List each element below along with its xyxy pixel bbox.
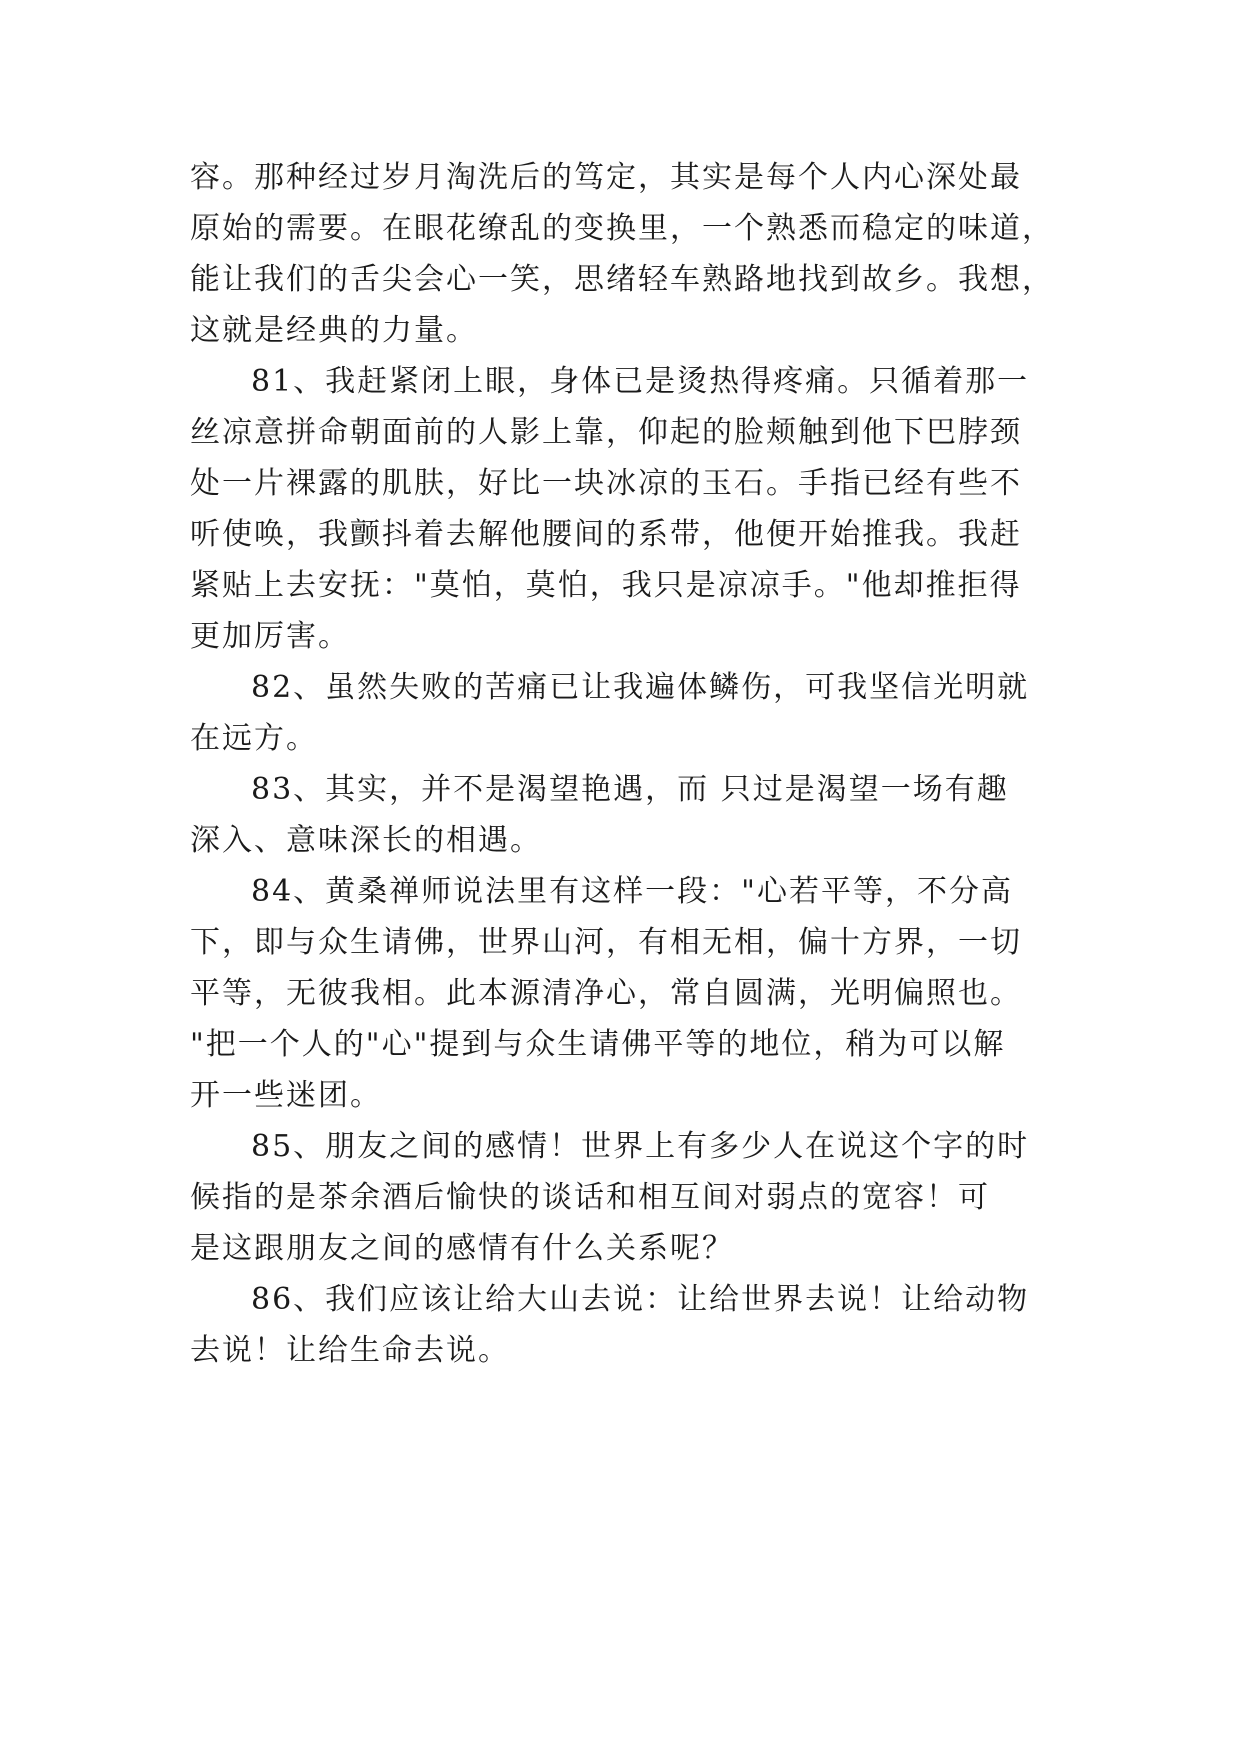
text-line: 85、朋友之间的感情！世界上有多少人在说这个字的时 bbox=[251, 1129, 1030, 1164]
text-line: 深入、意味深长的相遇。 bbox=[190, 823, 542, 858]
paragraph-p86 bbox=[190, 1274, 1070, 1376]
text-line: 听使唤，我颤抖着去解他腰间的系带，他便开始推我。我赶 bbox=[190, 517, 1022, 552]
text-line: 原始的需要。在眼花缭乱的变换里，一个熟悉而稳定的味道， bbox=[190, 211, 1054, 246]
text-line: 81、我赶紧闭上眼，身体已是烫热得疼痛。只循着那一 bbox=[251, 364, 1030, 399]
text-line: 平等，无彼我相。此本源清净心，常自圆满，光明偏照也。 bbox=[190, 976, 1022, 1011]
text-line: 这就是经典的力量。 bbox=[190, 313, 478, 348]
text-line: 84、黄桑禅师说法里有这样一段："心若平等，不分高 bbox=[251, 874, 1013, 909]
paragraph-p83 bbox=[190, 764, 1070, 866]
text-line: 86、我们应该让给大山去说：让给世界去说！让给动物 bbox=[251, 1282, 1030, 1317]
paragraph-p81 bbox=[190, 356, 1070, 662]
text-line: 83、其实，并不是渴望艳遇，而 只过是渴望一场有趣 bbox=[251, 772, 1009, 807]
paragraph-p84 bbox=[190, 866, 1070, 1121]
text-line: 候指的是茶余酒后愉快的谈话和相互间对弱点的宽容！可 bbox=[190, 1180, 990, 1215]
text-line: 处一片裸露的肌肤，好比一块冰凉的玉石。手指已经有些不 bbox=[190, 466, 1022, 501]
text-line: 能让我们的舌尖会心一笑，思绪轻车熟路地找到故乡。我想， bbox=[190, 262, 1054, 297]
text-line: "把一个人的"心"提到与众生请佛平等的地位，稍为可以解 bbox=[190, 1027, 1006, 1062]
text-line: 容。那种经过岁月淘洗后的笃定，其实是每个人内心深处最 bbox=[190, 160, 1022, 195]
paragraph-p82 bbox=[190, 662, 1070, 764]
text-line: 紧贴上去安抚："莫怕，莫怕，我只是凉凉手。"他却推拒得 bbox=[190, 568, 1022, 603]
text-line: 在远方。 bbox=[190, 721, 318, 756]
paragraph-p85 bbox=[190, 1121, 1070, 1274]
text-line: 下，即与众生请佛，世界山河，有相无相，偏十方界，一切 bbox=[190, 925, 1022, 960]
text-line: 去说！让给生命去说。 bbox=[190, 1333, 510, 1368]
text-line: 是这跟朋友之间的感情有什么关系呢？ bbox=[190, 1231, 734, 1266]
text-line: 更加厉害。 bbox=[190, 619, 350, 654]
text-line: 开一些迷团。 bbox=[190, 1078, 382, 1113]
paragraph-p0 bbox=[190, 152, 1070, 356]
document-body bbox=[190, 152, 1070, 1376]
text-line: 丝凉意拼命朝面前的人影上靠，仰起的脸颊触到他下巴脖颈 bbox=[190, 415, 1022, 450]
text-line: 82、虽然失败的苦痛已让我遍体鳞伤，可我坚信光明就 bbox=[251, 670, 1030, 705]
